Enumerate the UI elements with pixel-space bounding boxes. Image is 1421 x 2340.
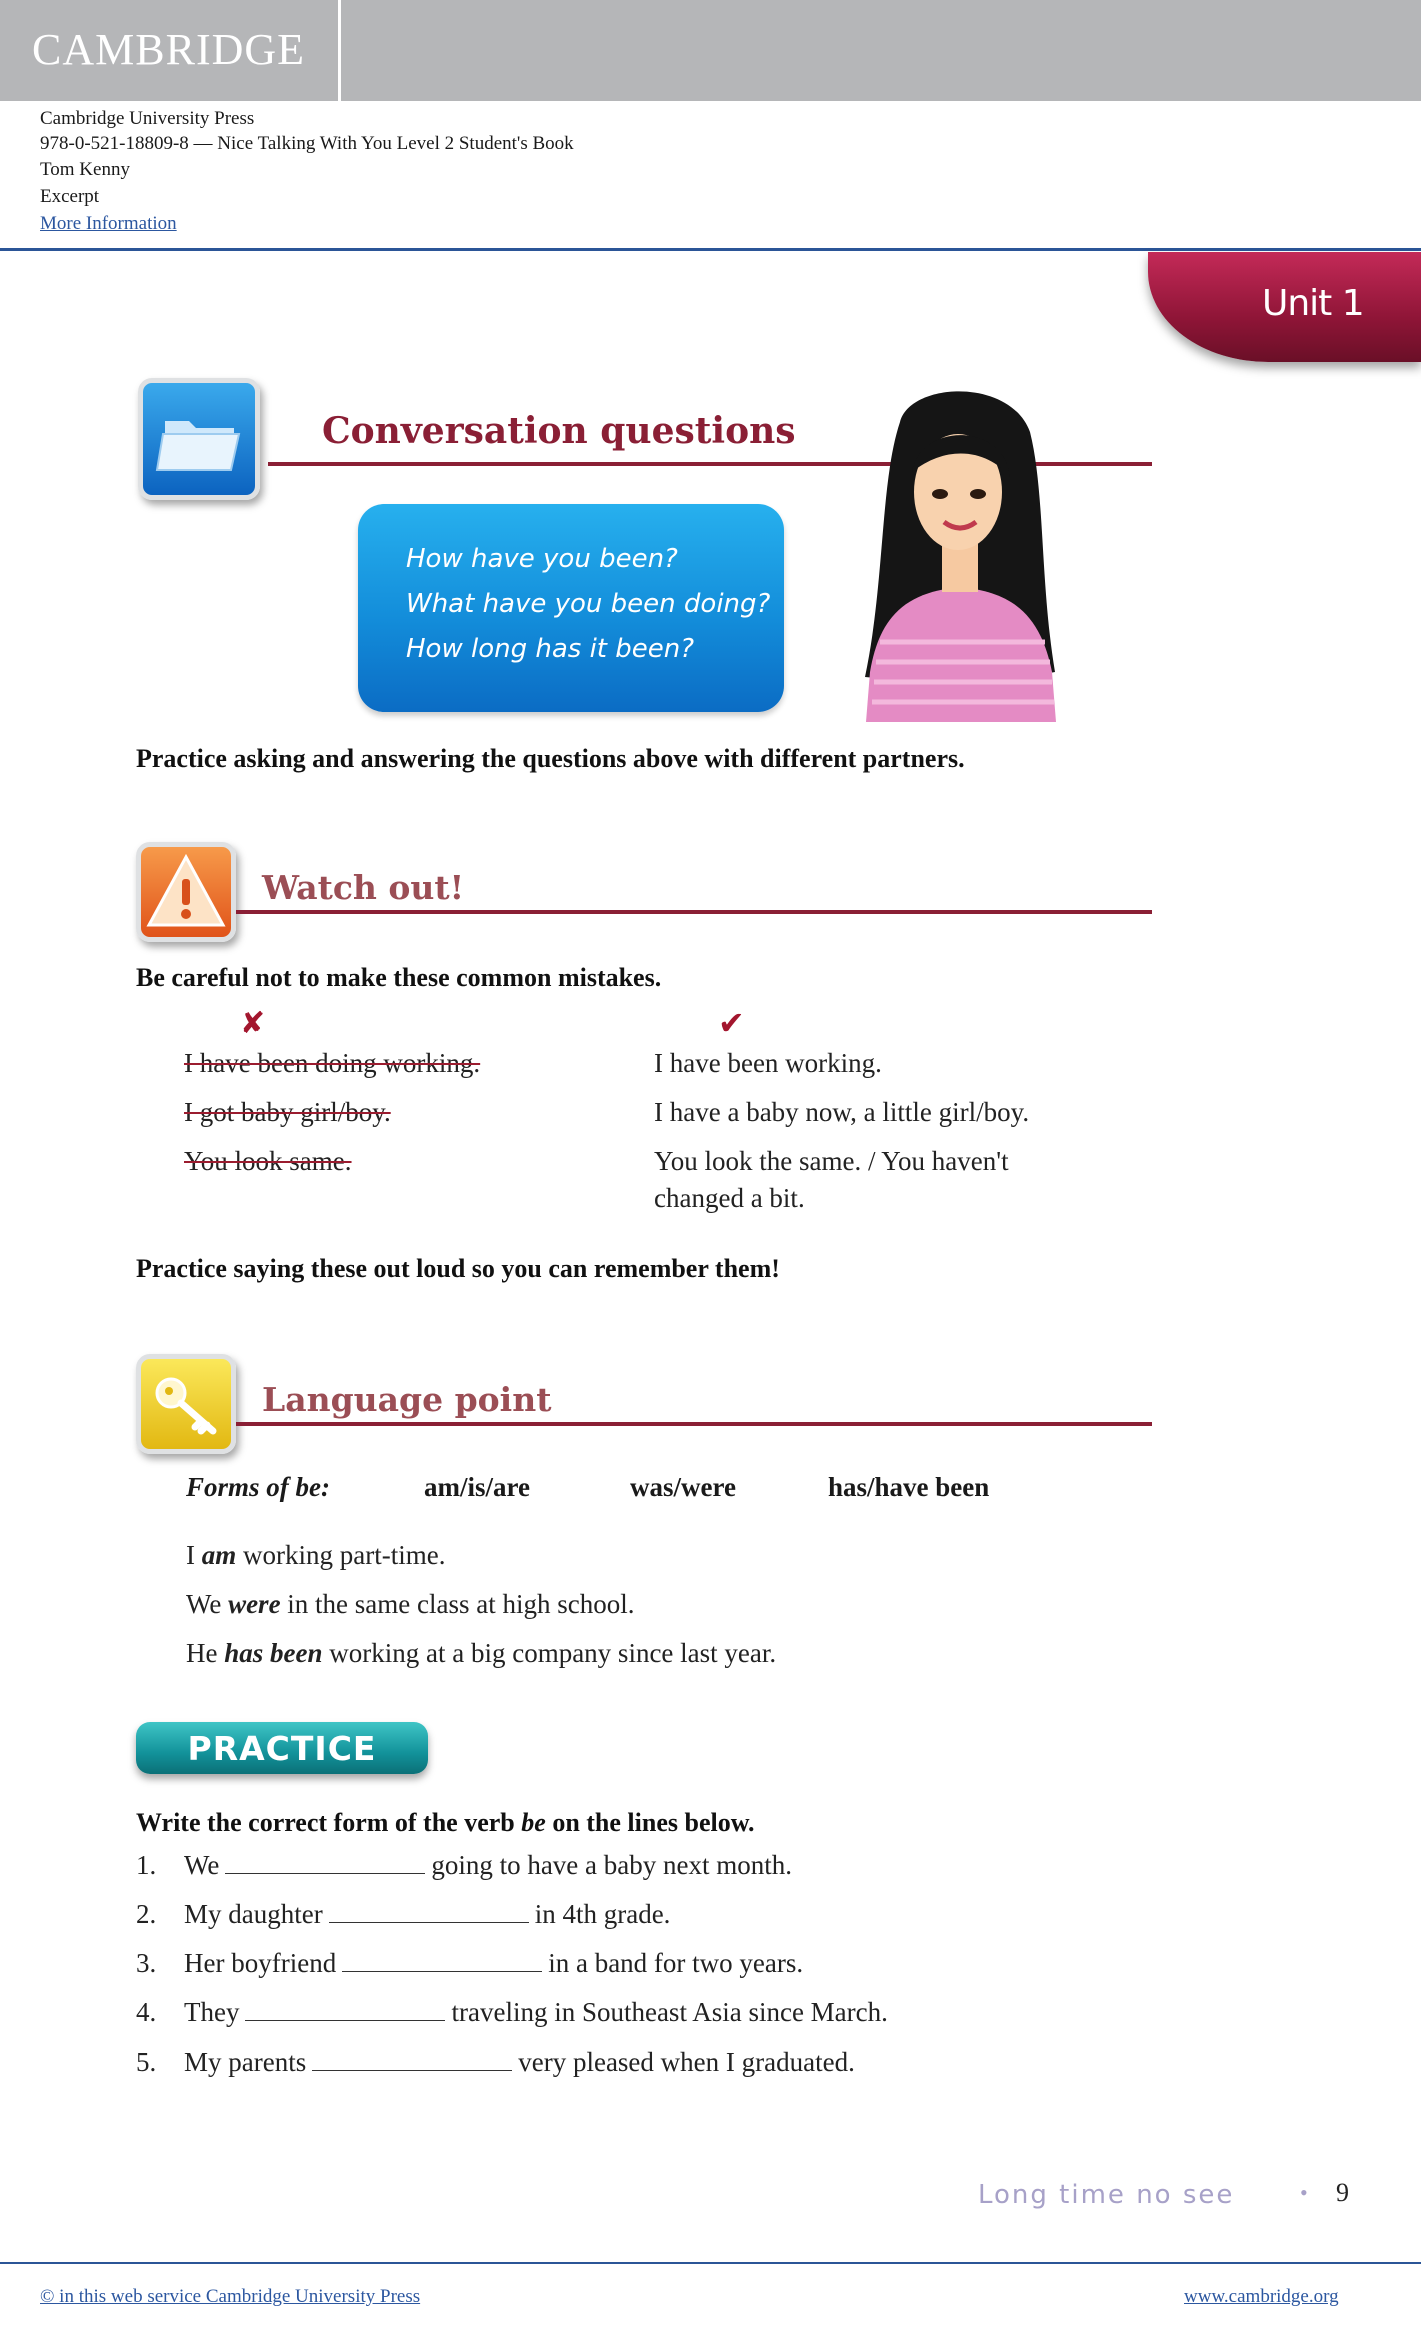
copyright-link-text[interactable]: © in this web service Cambridge University Press [40, 2286, 421, 2307]
wrong-mark-icon: ✘ [240, 1006, 266, 1041]
page-number: 9 [1336, 2178, 1349, 2207]
exercise-item-3: 3. Her boyfriend in a band for two years. [136, 1948, 804, 1978]
footer-divider [0, 2262, 1421, 2264]
website-link-text[interactable]: www.cambridge.org [1184, 2286, 1339, 2307]
header-divider [0, 248, 1421, 251]
key-icon [136, 1354, 236, 1454]
website-link[interactable] [1184, 2286, 1339, 2308]
practice-instruction: Write the correct form of the verb be on the lines below. [136, 1808, 755, 1837]
form-has-have-been: has/have been [828, 1472, 990, 1502]
author-line: Tom Kenny [40, 159, 130, 180]
wrong-example-1: I have been doing working. [184, 1048, 481, 1078]
chapter-title: Long time no see [978, 2180, 1235, 2210]
form-was-were: was/were [630, 1472, 736, 1502]
right-example-1: I have been working. [654, 1048, 882, 1078]
language-point-title: Language point [262, 1380, 552, 1419]
example-sentence-2: We were in the same class at high school. [186, 1589, 635, 1619]
footer-bullet: • [1300, 2180, 1308, 2205]
answer-blank-5[interactable] [312, 2048, 512, 2071]
answer-blank-1[interactable] [225, 1851, 425, 1874]
forms-verb: be: [295, 1472, 331, 1502]
watch-out-intro: Be careful not to make these common mistakes. [136, 963, 662, 992]
more-information-link-text[interactable]: More Information [40, 213, 177, 234]
question-1: How have you been? [406, 544, 678, 574]
more-information-link[interactable] [40, 213, 177, 235]
wrong-example-2: I got baby girl/boy. [184, 1097, 391, 1127]
conversation-instruction: Practice asking and answering the questions above with different partners. [136, 744, 965, 773]
right-example-3: You look the same. / You haven't [654, 1146, 1009, 1176]
conversation-title: Conversation questions [322, 410, 796, 452]
warning-icon [136, 842, 236, 942]
cambridge-logo: CAMBRIDGE [32, 25, 306, 74]
publisher-line: Cambridge University Press [40, 108, 255, 129]
right-example-2: I have a baby now, a little girl/boy. [654, 1097, 1030, 1127]
copyright-link[interactable] [40, 2286, 420, 2308]
language-point-divider [236, 1422, 1152, 1426]
example-sentence-3: He has been working at a big company since last year. [186, 1638, 777, 1668]
practice-label: PRACTICE [187, 1729, 377, 1768]
exercise-item-5: 5. My parents very pleased when I graduated. [136, 2047, 855, 2077]
right-mark-icon: ✔ [718, 1004, 745, 1042]
girl-illustration [840, 382, 1080, 722]
watch-out-title: Watch out! [262, 868, 465, 907]
unit-tab-label: Unit 1 [1262, 283, 1364, 324]
folder-icon [138, 378, 260, 500]
exercise-item-4: 4. They traveling in Southeast Asia since March. [136, 1997, 888, 2027]
example-sentence-1: I am working part-time. [186, 1540, 446, 1570]
watch-out-outro: Practice saying these out loud so you can remember them! [136, 1254, 780, 1283]
doc-type-line: Excerpt [40, 186, 100, 207]
forms-label-text: Forms of [186, 1472, 289, 1502]
forms-label [186, 1472, 330, 1503]
exercise-item-1: 1. We going to have a baby next month. [136, 1850, 792, 1880]
question-3: How long has it been? [406, 634, 695, 664]
isbn-title-line: 978-0-521-18809-8 — Nice Talking With You Level 2 Student's Book [40, 133, 574, 154]
watch-out-divider [236, 910, 1152, 914]
answer-blank-3[interactable] [342, 1949, 542, 1972]
form-am-is-are: am/is/are [424, 1472, 530, 1502]
right-example-3-cont: changed a bit. [654, 1183, 805, 1213]
wrong-example-3: You look same. [184, 1146, 352, 1176]
answer-blank-4[interactable] [245, 1998, 445, 2021]
question-2: What have you been doing? [406, 589, 771, 619]
answer-blank-2[interactable] [329, 1900, 529, 1923]
exercise-item-2: 2. My daughter in 4th grade. [136, 1899, 671, 1929]
